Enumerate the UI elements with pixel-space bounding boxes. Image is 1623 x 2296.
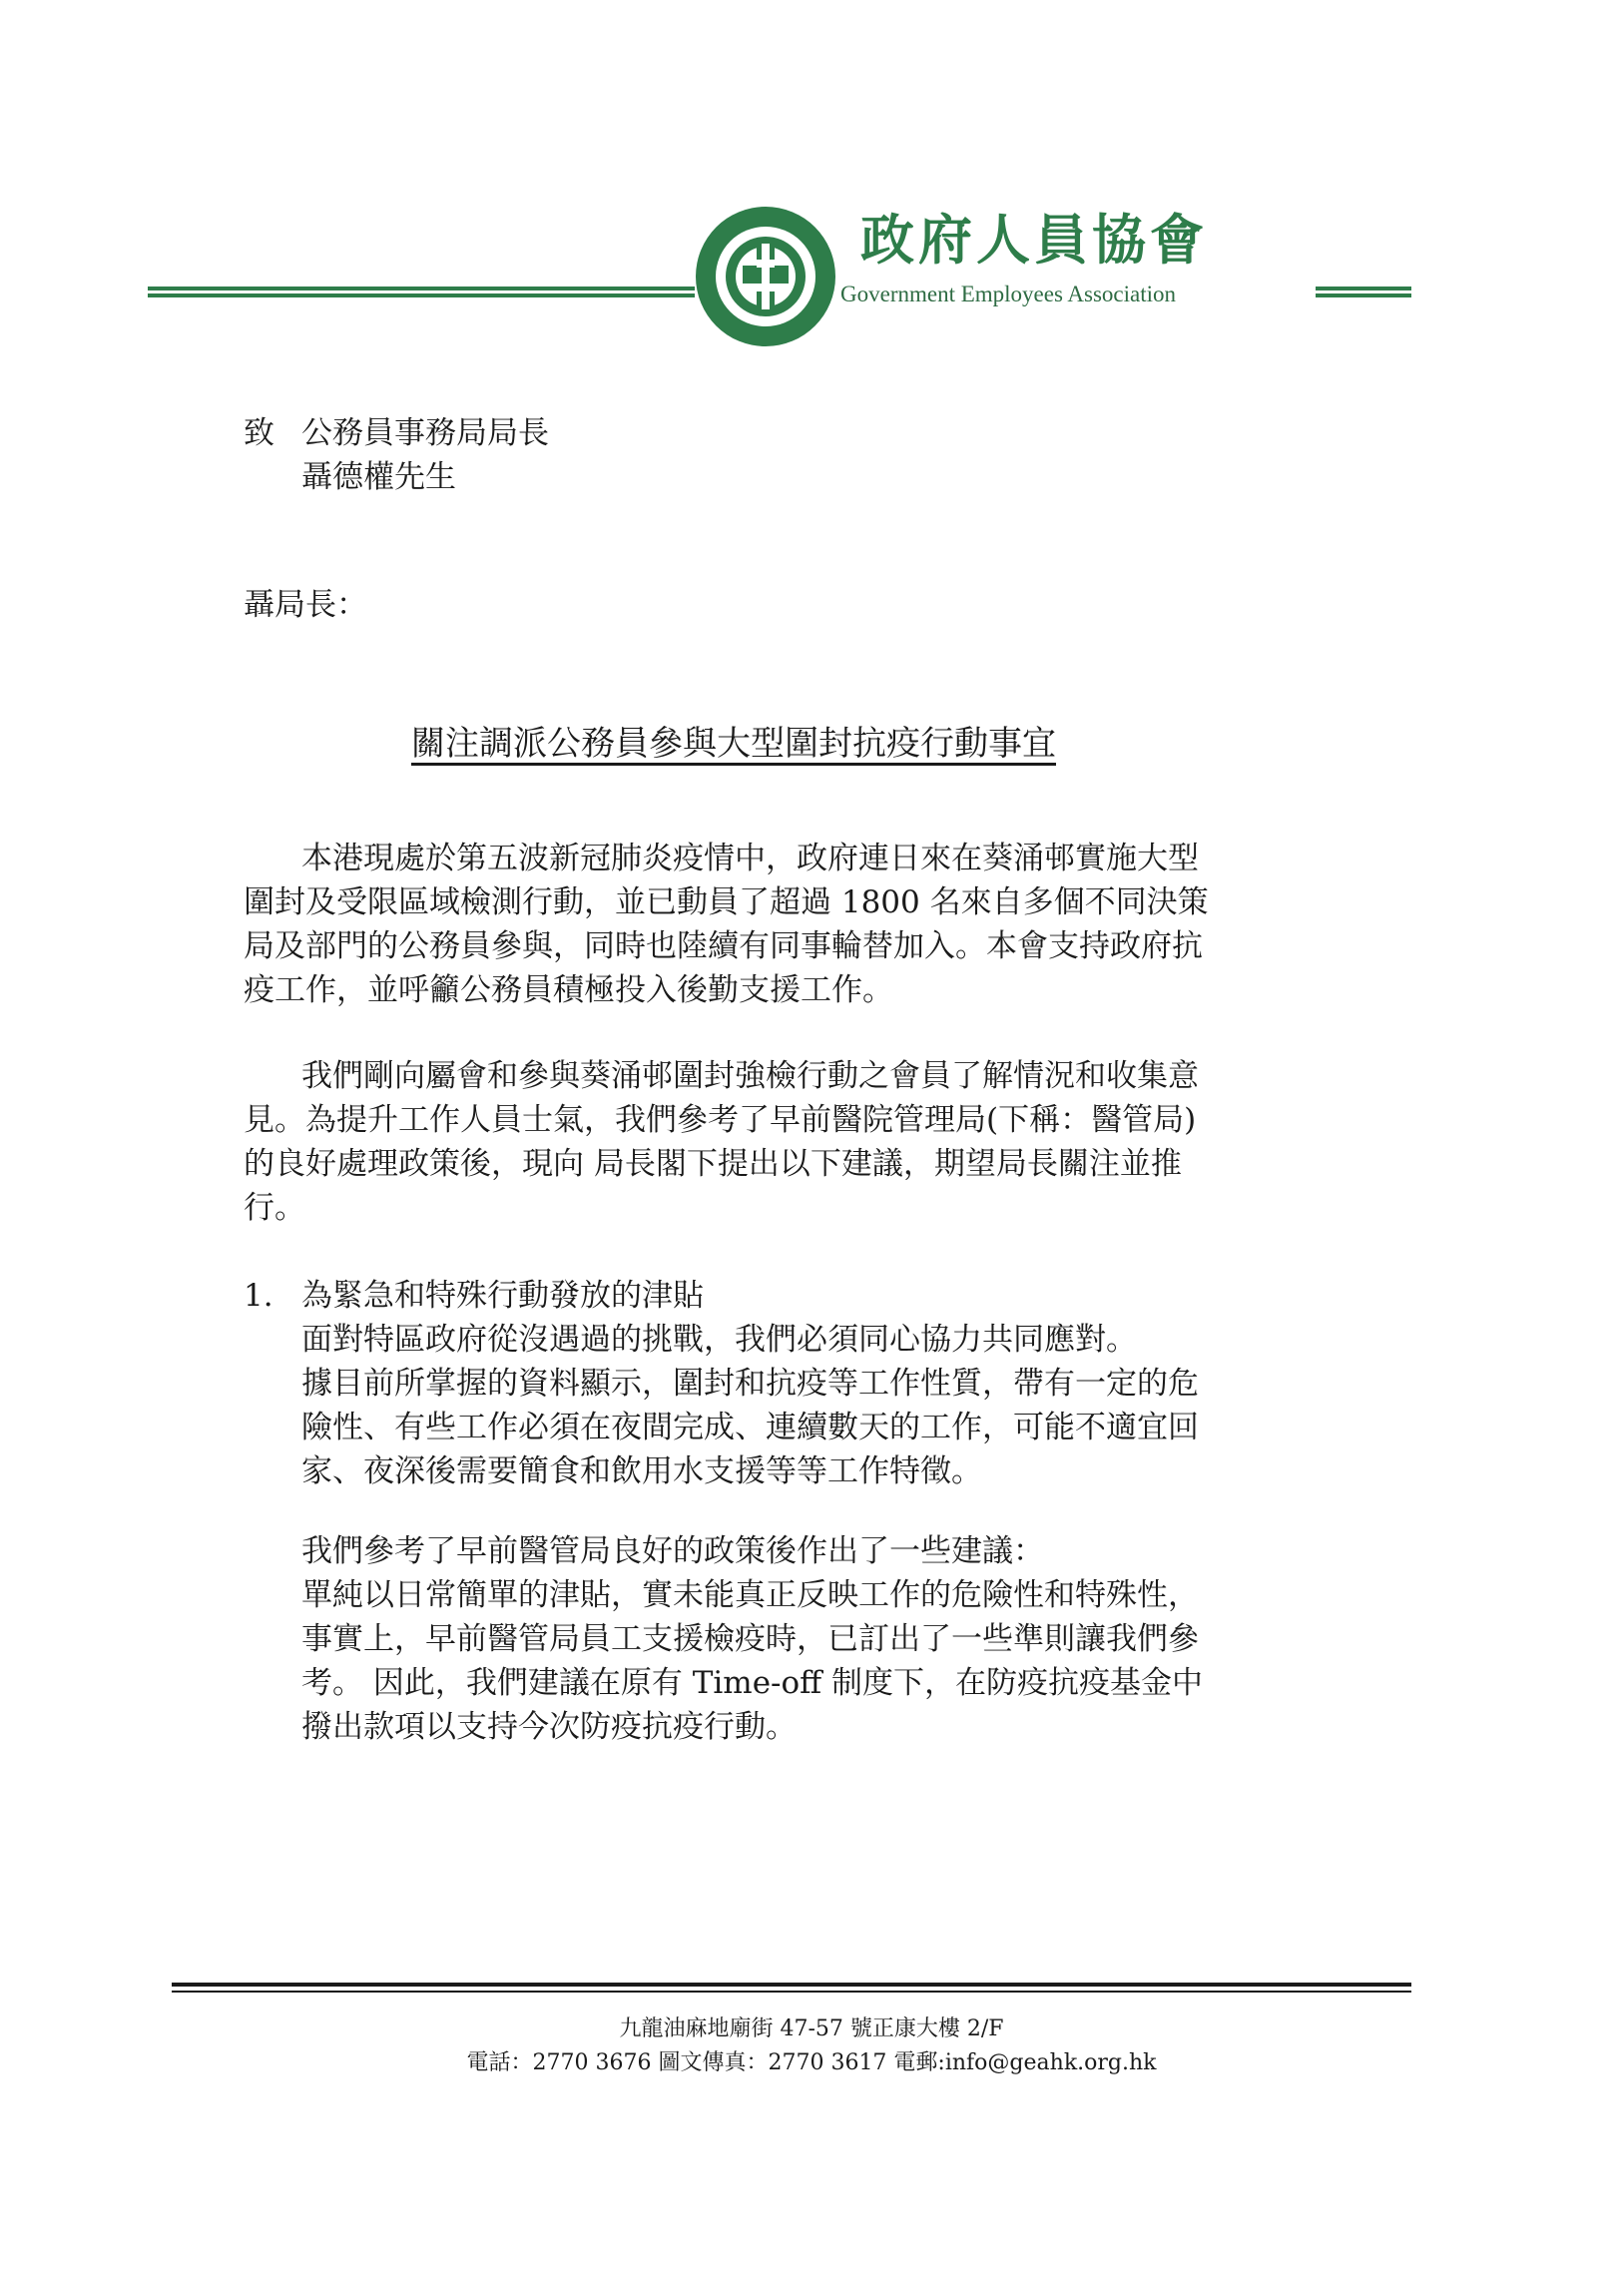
org-name-en: Government Employees Association <box>840 282 1176 306</box>
item-number: 1. <box>244 1278 273 1314</box>
paragraph-line: 的良好處理政策後，現向 局長閣下提出以下建議，期望局長關注並推 <box>244 1146 1182 1182</box>
gea-logo-icon <box>693 204 838 349</box>
paragraph-1 <box>244 837 1391 1012</box>
item-line: 撥出款項以支持今次防疫抗疫行動。 <box>301 1709 797 1745</box>
paragraph-line: 行。 <box>244 1190 305 1226</box>
addressee-line <box>244 411 549 455</box>
addressee-name: 聶德權先生 <box>301 459 456 495</box>
letterhead-rule-right <box>1316 287 1411 297</box>
footer-contact: 電話：2770 3676 圖文傳真：2770 3617 電郵:info@geahk.org.hk <box>466 2050 1157 2075</box>
salutation: 聶局長： <box>244 587 367 623</box>
item-1-heading <box>244 1274 704 1318</box>
paragraph-line: 局及部門的公務員參與，同時也陸續有同事輪替加入。本會支持政府抗 <box>244 928 1203 964</box>
letterhead-rule-left <box>148 287 695 297</box>
item-line: 事實上，早前醫管局員工支援檢疫時，已訂出了一些準則讓我們參 <box>301 1621 1199 1657</box>
item-line: 據目前所掌握的資料顯示，圍封和抗疫等工作性質，帶有一定的危 <box>301 1366 1199 1402</box>
paragraph-line: 圍封及受限區域檢測行動，並已動員了超過 1800 名來自多個不同決策 <box>244 884 1209 920</box>
item-line: 考。 因此，我們建議在原有 Time-off 制度下，在防疫抗疫基金中 <box>301 1665 1204 1701</box>
paragraph-line: 見。為提升工作人員士氣，我們參考了早前醫院管理局(下稱：醫管局) <box>244 1102 1197 1138</box>
item-line: 險性、有些工作必須在夜間完成、連續數天的工作，可能不適宜回 <box>301 1410 1199 1445</box>
addressee-title: 公務員事務局局長 <box>301 415 549 451</box>
paragraph-line: 本港現處於第五波新冠肺炎疫情中，政府連日來在葵涌邨實施大型 <box>301 841 1199 876</box>
item-line: 家、夜深後需要簡食和飲用水支援等等工作特徵。 <box>301 1453 982 1489</box>
footer-rule <box>172 1983 1411 1993</box>
footer-address: 九龍油麻地廟街 47-57 號正康大樓 2/F <box>619 2016 1004 2041</box>
item-1-block-2 <box>301 1529 1399 1749</box>
org-name-zh: 政府人員協會 <box>860 209 1208 272</box>
paragraph-line: 我們剛向屬會和參與葵涌邨圍封強檢行動之會員了解情況和收集意 <box>301 1058 1199 1094</box>
letter-subject: 關注調派公務員參與大型圍封抗疫行動事宜 <box>411 724 1056 764</box>
addressee-prefix: 致 <box>244 415 274 451</box>
item-1-block-1 <box>301 1318 1399 1493</box>
item-line: 我們參考了早前醫管局良好的政策後作出了一些建議： <box>301 1533 1044 1569</box>
item-line: 面對特區政府從沒遇過的挑戰，我們必須同心協力共同應對。 <box>301 1322 1137 1358</box>
item-line: 單純以日常簡單的津貼，實未能真正反映工作的危險性和特殊性， <box>301 1577 1199 1613</box>
item-title: 為緊急和特殊行動發放的津貼 <box>301 1278 704 1314</box>
paragraph-line: 疫工作，並呼籲公務員積極投入後勤支援工作。 <box>244 972 893 1008</box>
paragraph-2 <box>244 1054 1391 1230</box>
